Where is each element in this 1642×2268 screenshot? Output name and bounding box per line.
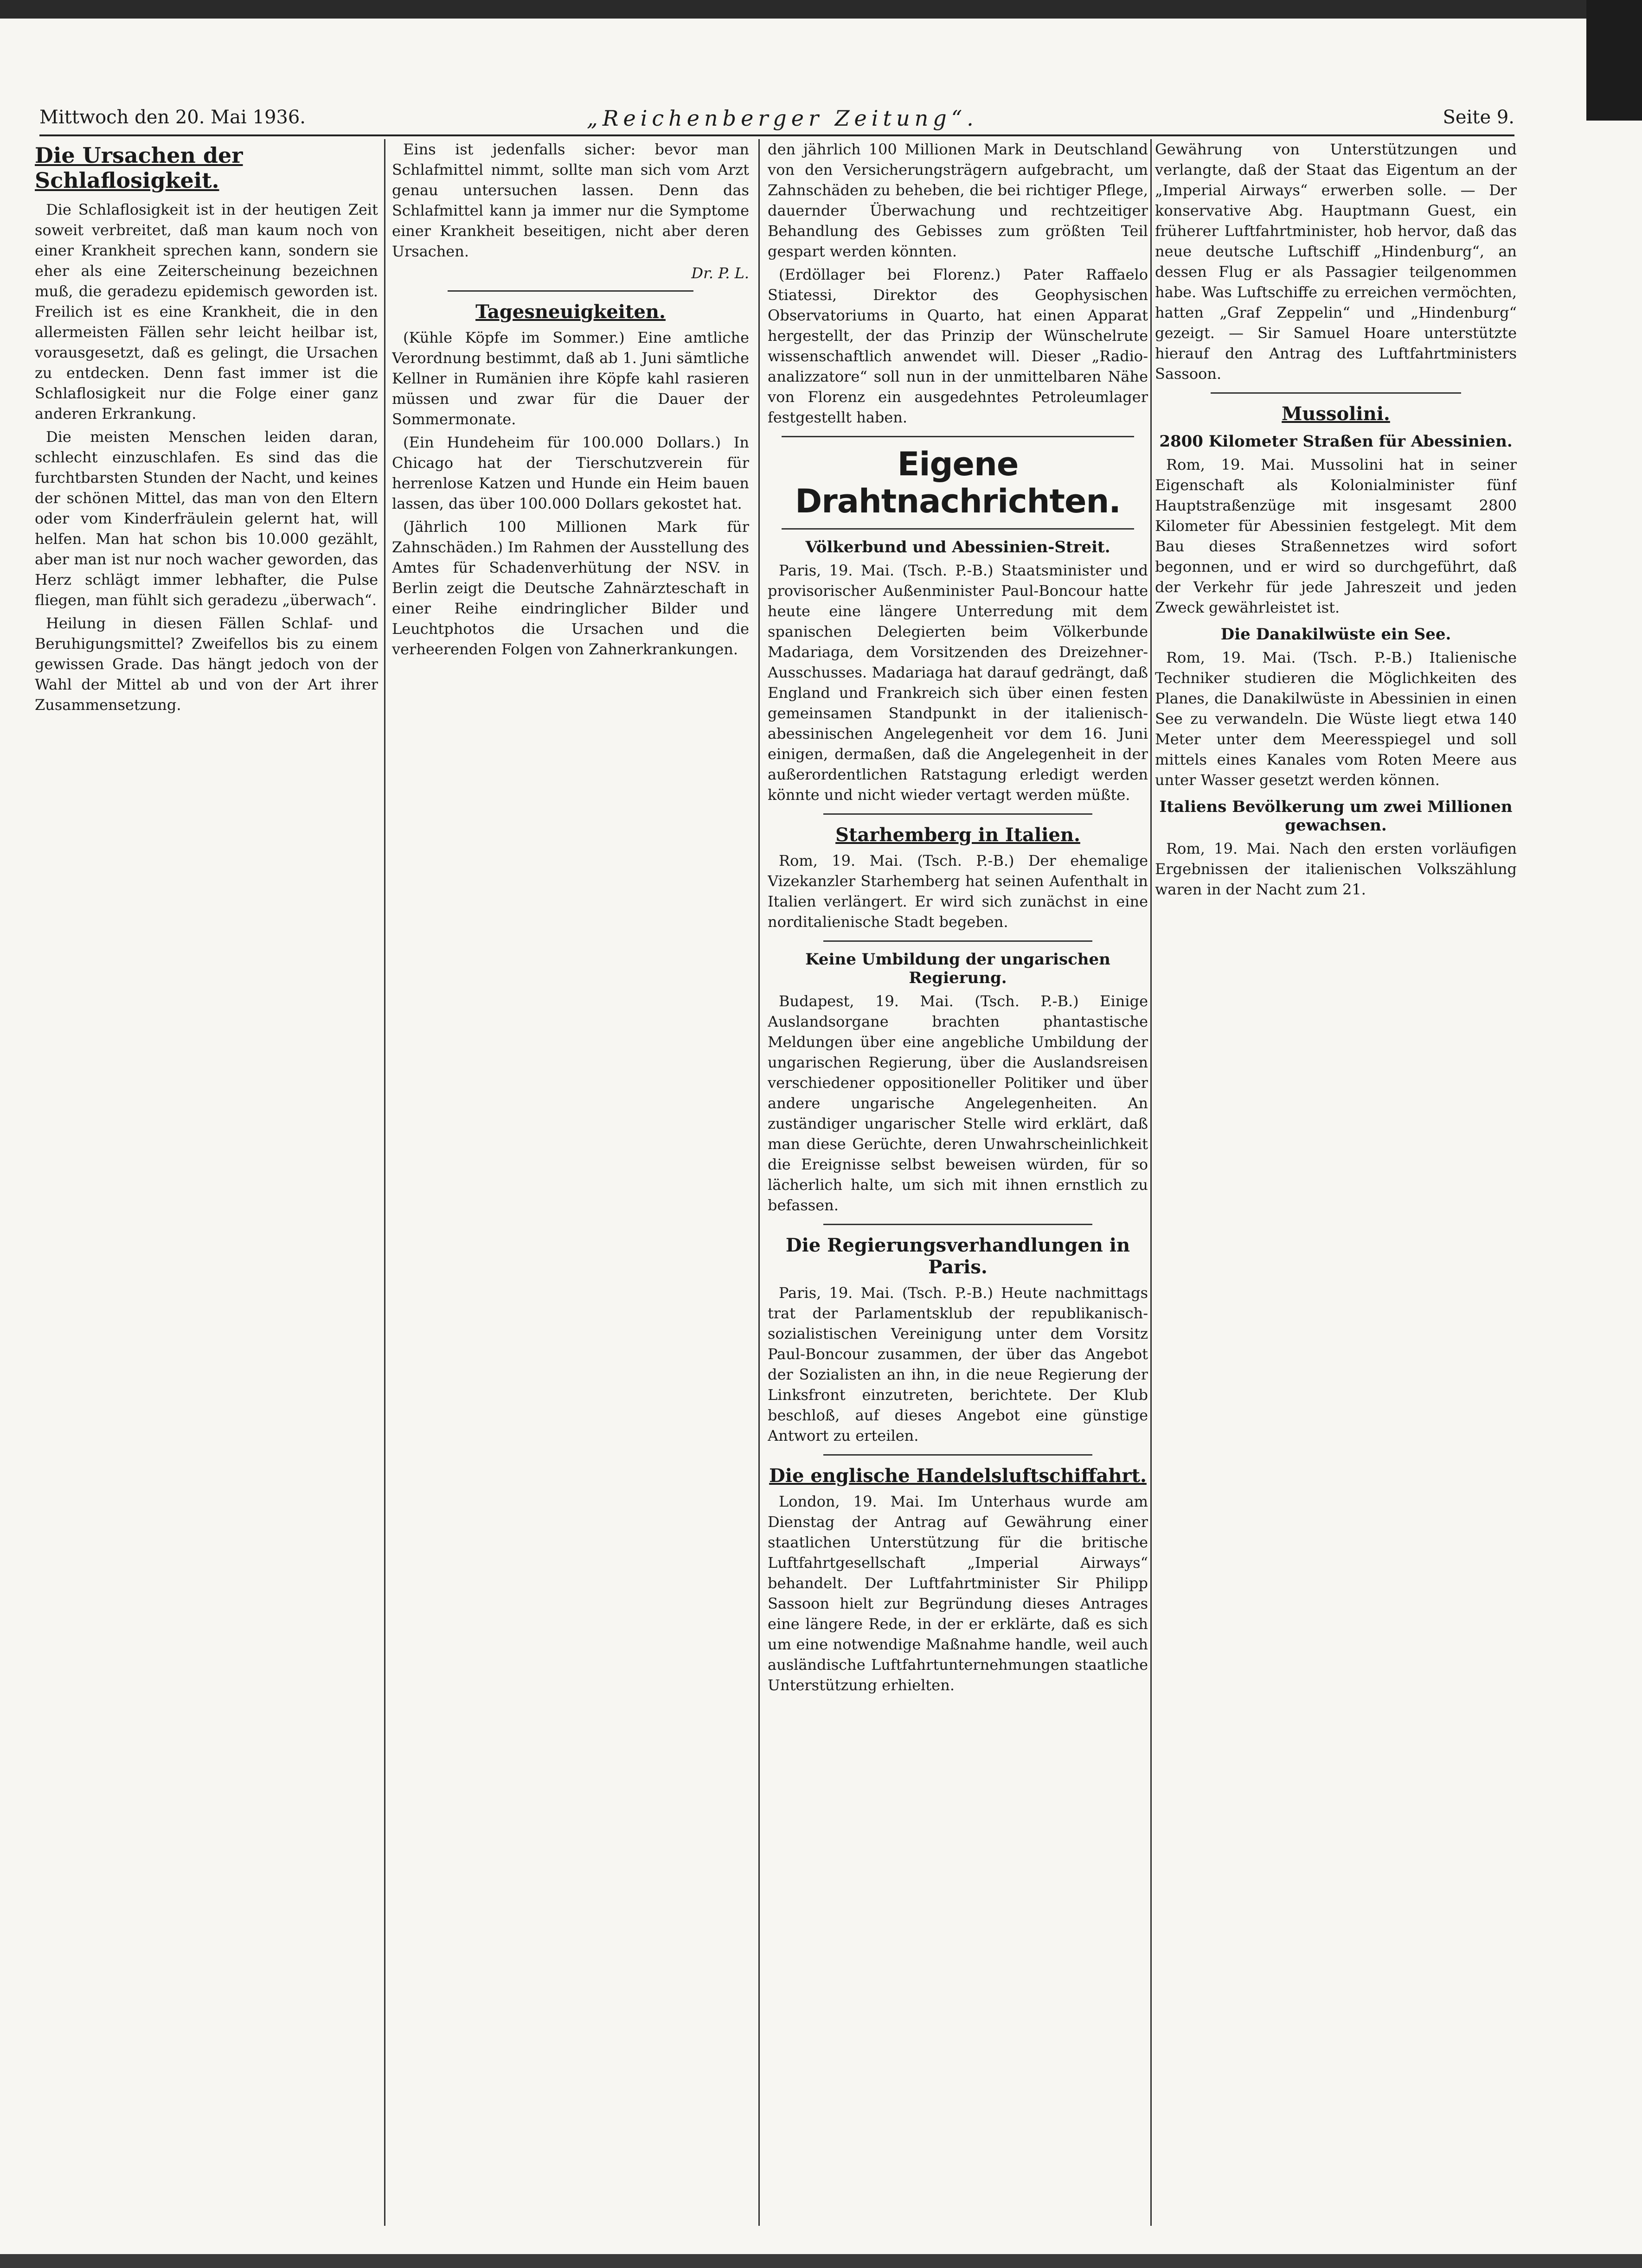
column-divider [384, 139, 385, 2226]
news-headline: Völkerbund und Abessinien-Streit. [805, 538, 1110, 556]
column-4 [1155, 139, 1517, 2240]
scan-border-bottom [0, 2254, 1642, 2268]
scan-border-corner [1586, 0, 1642, 121]
news-headline: Die Danakilwüste ein See. [1220, 625, 1451, 644]
issue-date: Mittwoch den 20. Mai 1936. [39, 107, 306, 128]
article-headline: Die Ursachen der Schlaflosigkeit. [35, 143, 243, 193]
article-paragraph: Gewährung von Unterstützungen und verlangte, daß der Staat das Eigentum an der „Imperial Airways“ erwerben solle. — Der konservative Abg. Hauptmann Guest, ein früherer Luftfahrtminister, hob hervor, daß das neue deutsche Luftschiff „Hindenburg“, an dessen Flug er als Passagier teilgenommen habe. Was Luftschiffe zu erreichen vermöchten, hatten „Graf Zeppelin“ und „Hindenburg“ gezeigt. — Sir Samuel Hoare unterstützte hierauf den Antrag des Luftfahrtministers Sassoon. [1155, 141, 1517, 383]
news-subheadline: 2800 Kilometer Straßen für Abessinien. [1159, 432, 1513, 451]
news-headline: Keine Umbildung der ungarischen Regierung. [805, 950, 1110, 987]
page-number: Seite 9. [1443, 107, 1514, 128]
author-signature: Dr. P. L. [691, 264, 749, 282]
article-paragraph: Heilung in diesen Fällen Schlaf- und Beruhigungsmittel? Zweifellos bis zu einem gewissen Grade. Das hängt jedoch von der Wahl der Mittel ab und von der Art ihrer Zusammensetzung. [35, 614, 378, 714]
column-divider [1150, 139, 1152, 2226]
news-headline: Italiens Bevölkerung um zwei Millionen gewachsen. [1159, 798, 1513, 835]
newspaper-title: „Reichenberger Zeitung“. [587, 106, 978, 131]
separator [782, 528, 1134, 530]
news-item: (Kühle Köpfe im Sommer.) Eine amtliche Verordnung bestimmt, daß ab 1. Juni sämtliche Kellner in Rumänien ihre Köpfe kahl rasieren müssen und zwar für die Dauer der Sommermonate. [392, 329, 749, 428]
article-paragraph: den jährlich 100 Millionen Mark in Deutschland von den Versicherungsträgern aufgebracht, um Zahnschäden zu beheben, die bei richtiger Pflege, dauernder Überwachung und rechtzeitiger Behandlung des Gebisses zum größten Teil gespart werden könnten. [768, 141, 1148, 260]
news-headline: Die Regierungsverhandlungen in Paris. [785, 1234, 1130, 1278]
page-header [39, 102, 1514, 134]
news-item: (Ein Hundeheim für 100.000 Dollars.) In Chicago hat der Tierschutzverein für herrenlose Katzen und Hunde ein Heim bauen lassen, das über 100.000 Dollars gekostet hat. [392, 434, 749, 512]
column-1 [35, 139, 378, 2240]
news-headline: Die englische Handelsluftschiffahrt. [769, 1465, 1147, 1487]
separator [1211, 392, 1461, 394]
news-headline: Mussolini. [1282, 403, 1390, 425]
header-rule [39, 134, 1514, 136]
separator [823, 940, 1092, 942]
news-item: Paris, 19. Mai. (Tsch. P.-B.) Staatsminister und provisorischer Außenminister Paul-Boncour hatte heute eine längere Unterredung mit dem spanischen Delegierten beim Völkerbunde Madariaga, dem Vorsitzenden des Dreizehner-Ausschusses. Madariaga hat darauf gedrängt, daß England und Frankreich sich über einen festen gemeinsamen Standpunkt in der italienisch-abessinischen Angelegenheit vor dem 16. Juni einigen, dermaßen, daß die Angelegenheit in der außerordentlichen Ratstagung erledigt werden könnte und nicht wieder vertagt werden müßte. [768, 562, 1148, 804]
section-headline: Tagesneuigkeiten. [475, 301, 666, 323]
scan-border-top [0, 0, 1642, 19]
news-item: (Jährlich 100 Millionen Mark für Zahnschäden.) Im Rahmen der Ausstellung des Amtes für Schadenverhütung der NSV. in Berlin zeigt die Deutsche Zahnärzteschaft in einer Reihe eindringlicher Bilder und Leuchtphotos die Ursachen und die verheerenden Folgen von Zahnerkrankungen. [392, 518, 749, 658]
separator [823, 1454, 1092, 1456]
article-paragraph: Die Schlaflosigkeit ist in der heutigen Zeit soweit verbreitet, daß man kaum noch von einer Krankheit sprechen kann, sondern sie eher als eine Zeiterscheinung bezeichnen muß, die geradezu epidemisch geworden ist. Freilich ist es eine Krankheit, die in den allermeisten Fällen sehr leicht heilbar ist, vorausgesetzt, daß es gelingt, die Ursachen zu entdecken. Denn fast immer ist die Schlaflosigkeit nur die Folge einer ganz anderen Erkrankung. [35, 201, 378, 422]
separator [448, 290, 693, 292]
news-item: Paris, 19. Mai. (Tsch. P.-B.) Heute nachmittags trat der Parlamentsklub der republikanisch-sozialistischen Vereinigung unter dem Vorsitz Paul-Boncour zusammen, der über das Angebot der Sozialisten an ihn, in die neue Regierung der Linksfront einzutreten, berichtete. Der Klub beschloß, auf dieses Angebot eine günstige Antwort zu erteilen. [768, 1284, 1148, 1444]
banner-headline: Eigene Drahtnachrichten. [795, 445, 1121, 520]
news-item: Rom, 19. Mai. (Tsch. P.-B.) Der ehemalige Vizekanzler Starhemberg hat seinen Aufenthalt in Italien verlängert. Er wird sich zunächst in eine norditalienische Stadt begeben. [768, 852, 1148, 931]
news-item: (Erdöllager bei Florenz.) Pater Raffaelo Stiatessi, Direktor des Geophysischen Observatoriums in Quarto, hat einen Apparat hergestellt, der das Prinzip der Wünschelrute wissenschaftlich anwendet will. Dieser „Radio-analizzatore“ soll nun in der unmittelbaren Nähe von Florenz ein ausgedehntes Petroleumlager festgestellt haben. [768, 266, 1148, 426]
news-item: London, 19. Mai. Im Unterhaus wurde am Dienstag der Antrag auf Gewährung einer staatlichen Unterstützung für die britische Luftfahrtgesellschaft „Imperial Airways“ behandelt. Der Luftfahrtminister Sir Philipp Sassoon hielt zur Begründung dieses Antrages eine längere Rede, in der er erklärte, daß es sich um eine notwendige Maßnahme handle, weil auch ausländische Luftfahrtunternehmungen staatliche Unterstützung erhielten. [768, 1493, 1148, 1694]
separator [782, 436, 1134, 437]
news-item: Rom, 19. Mai. Nach den ersten vorläufigen Ergebnissen der italienischen Volkszählung waren in der Nacht zum 21. [1155, 840, 1517, 898]
separator [823, 813, 1092, 815]
news-item: Rom, 19. Mai. (Tsch. P.-B.) Italienische Techniker studieren die Möglichkeiten des Planes, die Danakilwüste in Abessinien in einen See zu verwandeln. Die Wüste liegt etwa 140 Meter unter dem Meeresspiegel und soll mittels eines Kanales vom Roten Meere aus unter Wasser gesetzt werden können. [1155, 649, 1517, 789]
article-paragraph: Eins ist jedenfalls sicher: bevor man Schlafmittel nimmt, sollte man sich vom Arzt genau untersuchen lassen. Denn das Schlafmittel kann ja immer nur die Symptome einer Krankheit beseitigen, nicht aber deren Ursachen. [392, 141, 749, 260]
article-paragraph: Die meisten Menschen leiden daran, schlecht einzuschlafen. Es sind das die furchtbarsten Stunden der Nacht, und keines der schönen Mittel, das man von den Eltern oder vom Kinderfräulein gelernt hat, will helfen. Man hat schon bis 10.000 gezählt, aber man ist nur noch wacher geworden, das Herz schlägt immer lebhafter, die Pulse fliegen, man fühlt sich geradezu „überwach“. [35, 428, 378, 609]
column-divider [758, 139, 760, 2226]
news-item: Budapest, 19. Mai. (Tsch. P.-B.) Einige Auslandsorgane brachten phantastische Meldungen über eine angebliche Umbildung der ungarischen Regierung, über die Auslandsreisen verschiedener oppositioneller Politiker und über andere ungarische Angelegenheiten. An zuständiger ungarischer Stelle wird erklärt, daß man diese Gerüchte, deren Unwahrscheinlichkeit die Ereignisse selbst beweisen würden, für so lächerlich halte, um sich mit ihnen ernstlich zu befassen. [768, 992, 1148, 1214]
news-item: Rom, 19. Mai. Mussolini hat in seiner Eigenschaft als Kolonialminister fünf Hauptstraßenzüge mit insgesamt 2800 Kilometer für Abessinien festgelegt. Mit dem Bau dieses Straßennetzes wird sofort begonnen, und er wird so durchgeführt, daß der Verkehr für jede Jahreszeit und jeden Zweck gewährleistet ist. [1155, 456, 1517, 616]
news-headline: Starhemberg in Italien. [835, 824, 1080, 846]
column-3 [768, 139, 1148, 2240]
separator [823, 1224, 1092, 1225]
column-2 [392, 139, 749, 2240]
